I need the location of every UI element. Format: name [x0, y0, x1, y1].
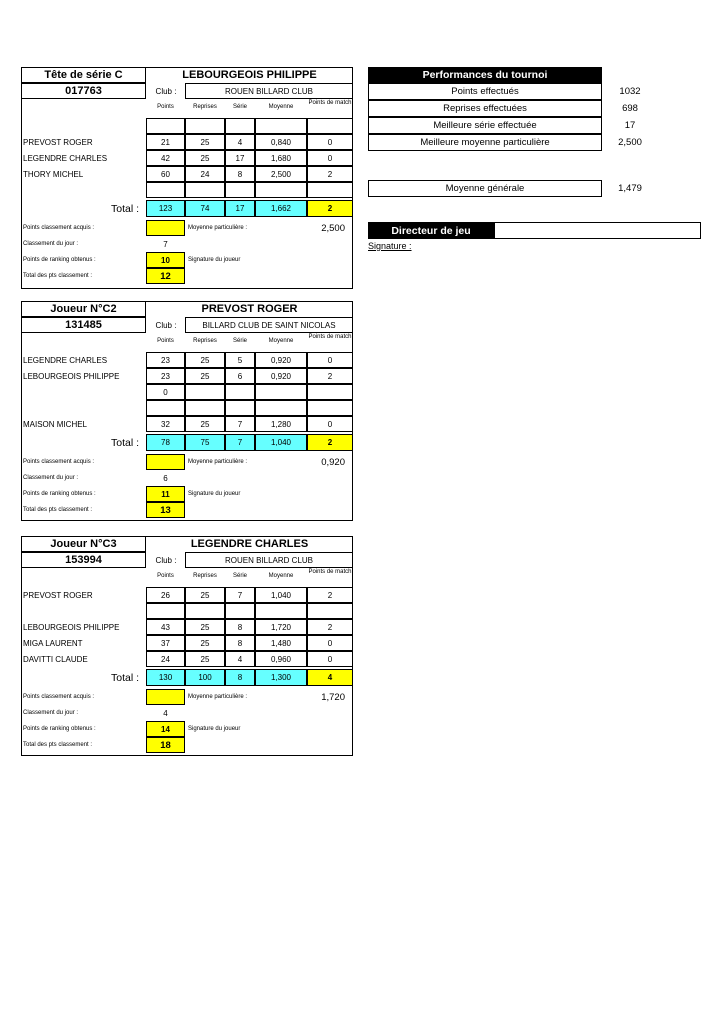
cell-serie: 7: [225, 416, 255, 432]
cell-moyenne: 0,960: [255, 651, 307, 667]
opponent-name: MAISON MICHEL: [23, 419, 88, 429]
player-name: LEBOURGEOIS PHILIPPE: [182, 69, 317, 81]
total-moyenne: 1,300: [255, 669, 307, 686]
cell-reprises: 25: [185, 635, 225, 651]
opponent-name: LEBOURGEOIS PHILIPPE: [23, 622, 120, 632]
perf-value-serie: 17: [624, 120, 636, 131]
club-name: ROUEN BILLARD CLUB: [185, 83, 353, 99]
performances-title: Performances du tournoi: [368, 67, 602, 83]
opponent-name: MIGA LAURENT: [23, 638, 83, 648]
perf-value-points: 1032: [619, 86, 641, 97]
moyenne-particuliere-label: Moyenne particulière :: [188, 225, 248, 231]
points-ranking-value: 11: [146, 486, 185, 502]
cell-points: 43: [146, 619, 185, 635]
club-label: Club :: [155, 86, 177, 96]
cell-serie: 7: [225, 587, 255, 603]
points-ranking-label: Points de ranking obtenus :: [23, 257, 96, 263]
cell-points: 60: [146, 166, 185, 182]
opponent-name: LEGENDRE CHARLES: [23, 153, 108, 163]
cell-serie: 8: [225, 166, 255, 182]
cell-reprises: [185, 400, 225, 416]
points-classement-label: Points classement acquis :: [23, 225, 95, 231]
total-moyenne: 1,662: [255, 200, 307, 217]
club-name: BILLARD CLUB DE SAINT NICOLAS: [185, 317, 353, 333]
total-pts-classement-value: 13: [146, 502, 185, 518]
opponent-name: PREVOST ROGER: [23, 137, 93, 147]
perf-label-moyenne: Meilleure moyenne particulière: [368, 134, 602, 151]
points-classement-label: Points classement acquis :: [23, 459, 95, 465]
classement-jour-label: Classement du jour :: [23, 710, 79, 716]
cell-reprises: 25: [185, 416, 225, 432]
cell-serie: 8: [225, 635, 255, 651]
cell-moyenne: 1,480: [255, 635, 307, 651]
points-classement-input[interactable]: [146, 454, 185, 470]
licence-number: 153994: [21, 552, 146, 568]
cell-moyenne: 2,500: [255, 166, 307, 182]
cell-reprises: 25: [185, 619, 225, 635]
signature-joueur-label: Signature du joueur: [188, 491, 241, 497]
cell-points-de-match: [307, 384, 353, 400]
moyenne-generale-label: Moyenne générale: [368, 180, 602, 197]
cell-points-de-match: [307, 400, 353, 416]
column-header-serie: Série: [232, 338, 247, 344]
moyenne-particuliere-label: Moyenne particulière :: [188, 694, 248, 700]
total-pts-classement-label: Total des pts classement :: [23, 507, 93, 513]
points-classement-input[interactable]: [146, 689, 185, 705]
points-ranking-value: 10: [146, 252, 185, 268]
perf-value-moyenne: 2,500: [618, 137, 642, 148]
column-header-serie: Série: [232, 573, 247, 579]
moyenne-particuliere-value: 1,720: [321, 691, 345, 703]
total-label: Total :: [110, 202, 139, 215]
total-serie: 8: [225, 669, 255, 686]
opponent-name: [23, 182, 145, 198]
cell-moyenne: 1,680: [255, 150, 307, 166]
cell-reprises: 25: [185, 134, 225, 150]
classement-jour-value: 7: [163, 239, 168, 249]
total-points: 123: [146, 200, 185, 217]
total-moyenne: 1,040: [255, 434, 307, 451]
column-header-moyenne: Moyenne: [268, 573, 294, 579]
cell-points: [146, 118, 185, 134]
cell-points: 42: [146, 150, 185, 166]
column-header-moyenne: Moyenne: [268, 104, 294, 110]
cell-points: 23: [146, 352, 185, 368]
cell-moyenne: [255, 182, 307, 198]
moyenne-particuliere-value: 0,920: [321, 456, 345, 468]
total-pts-classement-label: Total des pts classement :: [23, 742, 93, 748]
cell-points-de-match: 0: [307, 651, 353, 667]
perf-value-reprises: 698: [622, 103, 638, 114]
column-header-points-de-match: Points de match: [308, 100, 352, 106]
cell-points-de-match: 2: [307, 166, 353, 182]
total-points-de-match: 4: [307, 669, 353, 686]
opponent-name: THORY MICHEL: [23, 169, 84, 179]
opponent-name: [23, 400, 145, 416]
points-ranking-value: 14: [146, 721, 185, 737]
cell-serie: [225, 384, 255, 400]
total-pts-classement-value: 12: [146, 268, 185, 284]
cell-serie: [225, 603, 255, 619]
column-header-reprises: Reprises: [193, 104, 217, 110]
cell-reprises: 25: [185, 587, 225, 603]
total-points-de-match: 2: [307, 200, 353, 217]
cell-points: [146, 400, 185, 416]
cell-serie: [225, 118, 255, 134]
column-header-reprises: Reprises: [193, 338, 217, 344]
perf-label-points: Points effectués: [368, 83, 602, 100]
cell-points-de-match: 2: [307, 368, 353, 384]
total-points-de-match: 2: [307, 434, 353, 451]
cell-points: 23: [146, 368, 185, 384]
cell-moyenne: [255, 118, 307, 134]
cell-points-de-match: 0: [307, 134, 353, 150]
points-classement-label: Points classement acquis :: [23, 694, 95, 700]
total-pts-classement-value: 18: [146, 737, 185, 753]
column-header-points-de-match: Points de match: [308, 334, 352, 340]
perf-label-serie: Meilleure série effectuée: [368, 117, 602, 134]
cell-points: [146, 603, 185, 619]
cell-points-de-match: [307, 603, 353, 619]
card-header: Tête de série C: [21, 67, 146, 83]
opponent-name: DAVITTI CLAUDE: [23, 654, 88, 664]
cell-points: 32: [146, 416, 185, 432]
points-ranking-label: Points de ranking obtenus :: [23, 726, 96, 732]
licence-number: 017763: [21, 83, 146, 99]
cell-serie: 4: [225, 651, 255, 667]
cell-moyenne: 1,040: [255, 587, 307, 603]
cell-points-de-match: 0: [307, 635, 353, 651]
points-classement-input[interactable]: [146, 220, 185, 236]
points-ranking-label: Points de ranking obtenus :: [23, 491, 96, 497]
cell-points: 26: [146, 587, 185, 603]
total-serie: 17: [225, 200, 255, 217]
total-label: Total :: [110, 436, 139, 449]
cell-moyenne: [255, 603, 307, 619]
player-name: LEGENDRE CHARLES: [190, 538, 309, 550]
column-header-points: Points: [157, 104, 174, 110]
cell-points: [146, 182, 185, 198]
player-name: PREVOST ROGER: [201, 303, 298, 315]
club-label: Club :: [155, 555, 177, 565]
cell-moyenne: [255, 384, 307, 400]
cell-moyenne: 0,920: [255, 352, 307, 368]
cell-reprises: 25: [185, 150, 225, 166]
cell-serie: 6: [225, 368, 255, 384]
perf-label-reprises: Reprises effectuées: [368, 100, 602, 117]
column-header-points-de-match: Points de match: [308, 569, 352, 575]
total-reprises: 74: [185, 200, 225, 217]
cell-points-de-match: 0: [307, 150, 353, 166]
licence-number: 131485: [21, 317, 146, 333]
cell-moyenne: [255, 400, 307, 416]
cell-points-de-match: 0: [307, 352, 353, 368]
column-header-moyenne: Moyenne: [268, 338, 294, 344]
total-reprises: 100: [185, 669, 225, 686]
cell-moyenne: 0,840: [255, 134, 307, 150]
cell-points-de-match: [307, 182, 353, 198]
cell-serie: 17: [225, 150, 255, 166]
moyenne-generale-value: 1,479: [618, 183, 642, 194]
total-reprises: 75: [185, 434, 225, 451]
cell-reprises: 24: [185, 166, 225, 182]
column-header-points: Points: [157, 338, 174, 344]
directeur-field[interactable]: [494, 222, 701, 239]
cell-points-de-match: 0: [307, 416, 353, 432]
opponent-name: [23, 603, 145, 619]
club-name: ROUEN BILLARD CLUB: [185, 552, 353, 568]
column-header-points: Points: [157, 573, 174, 579]
opponent-name: [23, 384, 145, 400]
total-label: Total :: [110, 671, 139, 684]
signature-joueur-label: Signature du joueur: [188, 726, 241, 732]
classement-jour-value: 4: [163, 708, 168, 718]
cell-points-de-match: [307, 118, 353, 134]
opponent-name: LEGENDRE CHARLES: [23, 355, 108, 365]
cell-moyenne: 1,720: [255, 619, 307, 635]
cell-reprises: 25: [185, 651, 225, 667]
cell-moyenne: 1,280: [255, 416, 307, 432]
cell-points: 37: [146, 635, 185, 651]
column-header-reprises: Reprises: [193, 573, 217, 579]
classement-jour-value: 6: [163, 473, 168, 483]
cell-reprises: [185, 118, 225, 134]
club-label: Club :: [155, 320, 177, 330]
cell-points: 21: [146, 134, 185, 150]
column-header-serie: Série: [232, 104, 247, 110]
cell-serie: 4: [225, 134, 255, 150]
classement-jour-label: Classement du jour :: [23, 475, 79, 481]
cell-points-de-match: 2: [307, 619, 353, 635]
cell-serie: 8: [225, 619, 255, 635]
directeur-title: Directeur de jeu: [368, 222, 494, 239]
cell-reprises: [185, 182, 225, 198]
cell-points: 0: [146, 384, 185, 400]
cell-reprises: 25: [185, 352, 225, 368]
opponent-name: LEBOURGEOIS PHILIPPE: [23, 371, 120, 381]
cell-serie: 5: [225, 352, 255, 368]
cell-reprises: 25: [185, 368, 225, 384]
total-points: 130: [146, 669, 185, 686]
cell-serie: [225, 182, 255, 198]
card-header: Joueur N°C3: [21, 536, 146, 552]
cell-reprises: [185, 603, 225, 619]
cell-moyenne: 0,920: [255, 368, 307, 384]
cell-reprises: [185, 384, 225, 400]
signature-joueur-label: Signature du joueur: [188, 257, 241, 263]
cell-serie: [225, 400, 255, 416]
classement-jour-label: Classement du jour :: [23, 241, 79, 247]
cell-points: 24: [146, 651, 185, 667]
opponent-name: [23, 118, 145, 134]
total-serie: 7: [225, 434, 255, 451]
total-pts-classement-label: Total des pts classement :: [23, 273, 93, 279]
moyenne-particuliere-value: 2,500: [321, 222, 345, 234]
signature-label: Signature :: [368, 241, 412, 251]
cell-points-de-match: 2: [307, 587, 353, 603]
moyenne-particuliere-label: Moyenne particulière :: [188, 459, 248, 465]
card-header: Joueur N°C2: [21, 301, 146, 317]
total-points: 78: [146, 434, 185, 451]
opponent-name: PREVOST ROGER: [23, 590, 93, 600]
